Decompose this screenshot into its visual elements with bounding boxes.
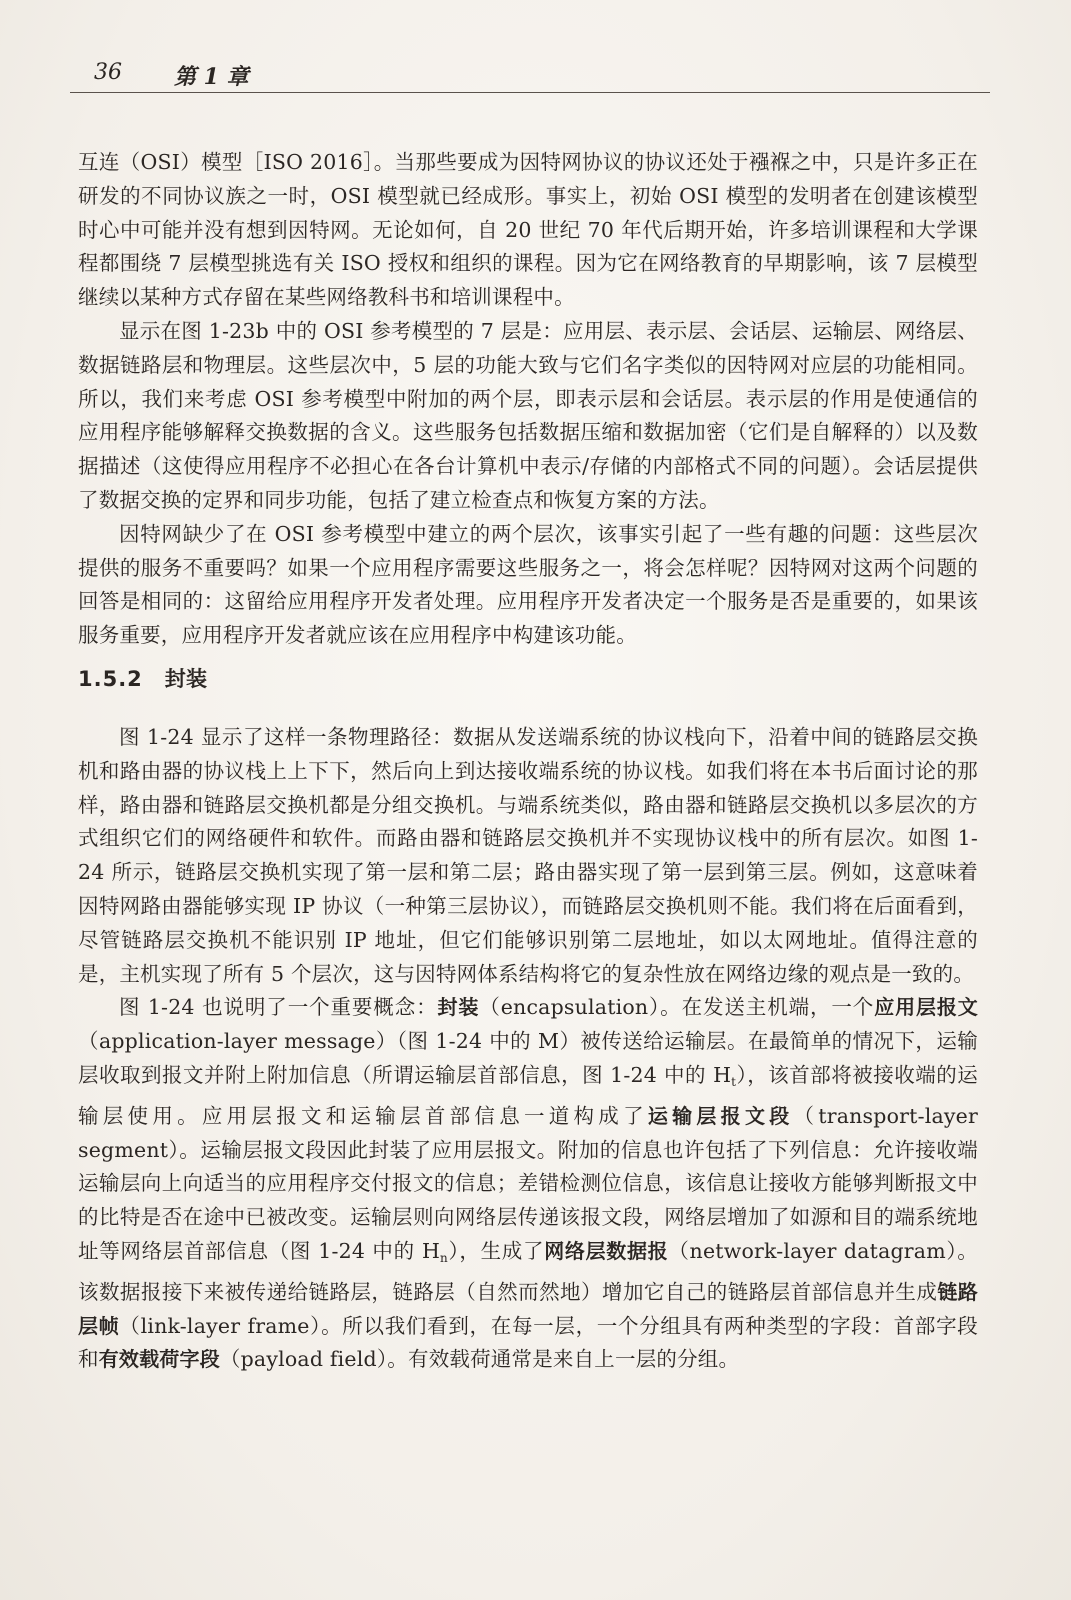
term-link-layer-frame: 链路层帧 bbox=[78, 1279, 979, 1338]
paragraph-osi-history: 互连（OSI）模型［ISO 2016］。当那些要成为因特网协议的协议还处于襁褓之中，只是许多正在研发的不同协议族之一时，OSI 模型就已经成形。事实上，初始 OSI 模型的发明者在创建该模型时心中可能并没有想到因特网。无论如何，自 20 世纪 70 年代后期开始，许多培训课程和大学课程都围绕 7 层模型挑选有关 ISO 授权和组织的课程。因为它在网络教育的早期影响，该 7 层模型继续以某种方式存留在某些网络教科书和培训课程中。 bbox=[78, 150, 978, 310]
text-segment: （encapsulation）。在发送主机端，一个 bbox=[479, 995, 875, 1020]
term-encapsulation: 封装 bbox=[437, 995, 480, 1020]
subscript-t: t bbox=[731, 1074, 737, 1089]
term-payload-field: 有效载荷字段 bbox=[98, 1347, 220, 1372]
section-number: 1.5.2 bbox=[78, 666, 143, 691]
section-heading bbox=[78, 657, 978, 701]
text-segment: ），该首部将被接收端的运输层使用。应用层报文和运输层首部信息一道构成了 bbox=[78, 1062, 979, 1128]
term-transport-layer-segment: 运输层报文段 bbox=[647, 1103, 794, 1128]
section-title: 封装 bbox=[164, 666, 208, 691]
subscript-n: n bbox=[440, 1250, 448, 1265]
text-segment: （link-layer frame）。所以我们看到，在每一层，一个分组具有两种类型的字段：首部字段和 bbox=[78, 1313, 978, 1372]
text-segment: ），生成了 bbox=[447, 1238, 545, 1263]
page-number: 36 bbox=[94, 60, 122, 85]
term-application-layer-message: 应用层报文 bbox=[874, 995, 979, 1020]
page-body bbox=[78, 146, 978, 1377]
paragraph-osi-layers: 显示在图 1-23b 中的 OSI 参考模型的 7 层是：应用层、表示层、会话层、运输层、网络层、数据链路层和物理层。这些层次中，5 层的功能大致与它们名字类似的因特网对应层的功能相同。所以，我们来考虑 OSI 参考模型中附加的两个层，即表示层和会话层。表示层的作用是使通信的应用程序能够解释交换数据的含义。这些服务包括数据压缩和数据加密（它们是自解释的）以及数据描述（这使得应用程序不必担心在各台计算机中表示/存储的内部格式不同的问题）。会话层提供了数据交换的定界和同步功能，包括了建立检查点和恢复方案的方法。 bbox=[78, 318, 978, 512]
page-header bbox=[70, 56, 990, 93]
paragraph-physical-path: 图 1-24 显示了这样一条物理路径：数据从发送端系统的协议栈向下，沿着中间的链路层交换机和路由器的协议栈上上下下，然后向上到达接收端系统的协议栈。如我们将在本书后面讨论的那样，路由器和链路层交换机都是分组交换机。与端系统类似，路由器和链路层交换机以多层次的方式组织它们的网络硬件和软件。而路由器和链路层交换机并不实现协议栈中的所有层次。如图 1-24 所示，链路层交换机实现了第一层和第二层；路由器实现了第一层到第三层。例如，这意味着因特网路由器能够实现 IP 协议（一种第三层协议），而链路层交换机则不能。我们将在后面看到，尽管链路层交换机不能识别 IP 地址，但它们能够识别第二层地址，如以太网地址。值得注意的是，主机实现了所有 5 个层次，这与因特网体系结构将它的复杂性放在网络边缘的观点是一致的。 bbox=[78, 724, 978, 986]
text-segment: 图 1-24 也说明了一个重要概念： bbox=[119, 995, 438, 1020]
chapter-label: 第 1 章 bbox=[174, 64, 249, 90]
term-network-layer-datagram: 网络层数据报 bbox=[544, 1238, 669, 1263]
text-segment: （transport-layer segment）。运输层报文段因此封装了应用层报文。附加的信息也许包括了下列信息：允许接收端运输层向上向适当的应用程序交付报文的信息；差错检测位信息，该信息让接收方能够判断报文中的比特是否在途中已被改变。运输层则向网络层传递该报文段，网络层增加了如源和目的端系统地址等网络层首部信息（图 1-24 中的 H bbox=[78, 1103, 978, 1263]
text-segment: （network-layer datagram）。该数据报接下来被传递给链路层，链路层（自然而然地）增加它自己的链路层首部信息并生成 bbox=[78, 1238, 979, 1304]
paragraph-missing-layers: 因特网缺少了在 OSI 参考模型中建立的两个层次，该事实引起了一些有趣的问题：这些层次提供的服务不重要吗？如果一个应用程序需要这些服务之一，将会怎样呢？因特网对这两个问题的回答是相同的：这留给应用程序开发者处理。应用程序开发者决定一个服务是否是重要的，如果该服务重要，应用程序开发者就应该在应用程序中构建该功能。 bbox=[78, 521, 978, 648]
text-segment: （application-layer message）（图 1-24 中的 M）被传送给运输层。在最简单的情况下，运输层收取到报文并附上附加信息（所谓运输层首部信息，图 1-24 中的 H bbox=[78, 1029, 978, 1087]
paragraph-encapsulation bbox=[78, 991, 978, 1377]
text-segment: （payload field）。有效载荷通常是来自上一层的分组。 bbox=[219, 1347, 740, 1372]
